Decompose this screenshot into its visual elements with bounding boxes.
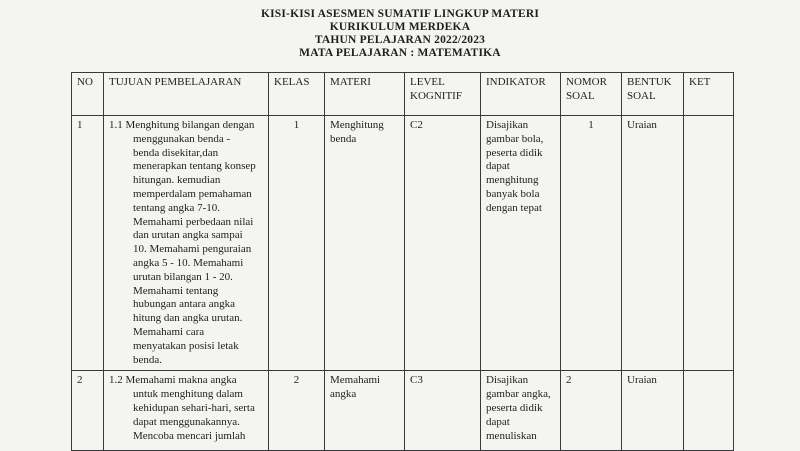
- cell-no: 1: [72, 116, 104, 371]
- tujuan-line: Memahami tentang: [133, 284, 219, 297]
- tujuan-line: 10. Memahami penguraian: [133, 243, 252, 256]
- cell-nomor: 1: [561, 116, 622, 371]
- tujuan-line: 1.2 Memahami makna angka: [109, 374, 237, 387]
- table-row: [72, 116, 734, 371]
- tujuan-line: Memahami cara: [133, 325, 205, 338]
- cell-ket: [684, 116, 734, 371]
- tujuan-line: dapat menggunakannya.: [133, 415, 240, 428]
- tujuan-line: 1.1 Menghitung bilangan dengan: [109, 119, 255, 131]
- tujuan-line: dan urutan angka sampai: [133, 229, 243, 242]
- document-header: [0, 8, 800, 60]
- tujuan-line: Memahami perbedaan nilai: [133, 215, 254, 228]
- cell-level: C3: [405, 371, 481, 451]
- tujuan-line: Mencoba mencari jumlah: [133, 429, 246, 442]
- cell-bentuk: Uraian: [622, 371, 684, 451]
- document-title: KISI-KISI ASESMEN SUMATIF LINGKUP MATERI: [260, 8, 540, 20]
- column-header-indikator: INDIKATOR: [481, 73, 561, 116]
- cell-tujuan: [104, 116, 269, 371]
- tujuan-line: benda.: [133, 353, 163, 366]
- cell-nomor: 2: [561, 371, 622, 451]
- cell-tujuan: [104, 371, 269, 451]
- tujuan-line: hitung dan angka urutan.: [133, 312, 243, 325]
- cell-kelas: 2: [269, 371, 325, 451]
- tujuan-line: menerapkan tentang konsep: [133, 160, 256, 173]
- column-header-materi: MATERI: [325, 73, 405, 116]
- column-header-kelas: KELAS: [269, 73, 325, 116]
- tujuan-line: memperdalam pemahaman: [133, 187, 252, 200]
- tujuan-line: menggunakan benda -: [133, 132, 231, 145]
- table-header-row: [72, 73, 734, 116]
- column-header-nomor: NOMOR SOAL: [561, 73, 622, 116]
- tujuan-line: hubungan antara angka: [133, 298, 236, 311]
- tujuan-line: menyatakan posisi letak: [133, 339, 239, 352]
- tujuan-line: angka 5 - 10. Memahami: [133, 256, 244, 269]
- tujuan-line: tentang angka 7-10.: [133, 201, 221, 214]
- cell-ket: [684, 371, 734, 451]
- column-header-tujuan: TUJUAN PEMBELAJARAN: [104, 73, 269, 116]
- curriculum-line: KURIKULUM MERDEKA: [329, 21, 471, 33]
- tujuan-line: kehidupan sehari-hari, serta: [133, 401, 255, 414]
- cell-materi: Memahami angka: [325, 371, 405, 451]
- column-header-level: LEVEL KOGNITIF: [405, 73, 481, 116]
- cell-level: C2: [405, 116, 481, 371]
- column-header-bentuk: BENTUK SOAL: [622, 73, 684, 116]
- cell-indikator: Disajikan gambar angka, peserta didik dapat menuliskan: [481, 371, 561, 451]
- tujuan-line: benda disekitar,dan: [133, 146, 219, 159]
- tujuan-line: untuk menghitung dalam: [133, 388, 243, 401]
- tujuan-line: hitungan. kemudian: [133, 174, 221, 187]
- tujuan-line: urutan bilangan 1 - 20.: [133, 270, 233, 283]
- column-header-ket: KET: [684, 73, 734, 116]
- cell-no: 2: [72, 371, 104, 451]
- table-row: [72, 371, 734, 451]
- cell-materi: Menghitung benda: [325, 116, 405, 371]
- cell-kelas: 1: [269, 116, 325, 371]
- cell-bentuk: Uraian: [622, 116, 684, 371]
- column-header-no: NO: [72, 73, 104, 116]
- school-year-line: TAHUN PELAJARAN 2022/2023: [314, 34, 486, 46]
- cell-indikator: Disajikan gambar bola, peserta didik dapat menghitung banyak bola dengan tepat: [481, 116, 561, 371]
- subject-line: MATA PELAJARAN : MATEMATIKA: [299, 47, 501, 59]
- kisi-kisi-table: [71, 72, 734, 451]
